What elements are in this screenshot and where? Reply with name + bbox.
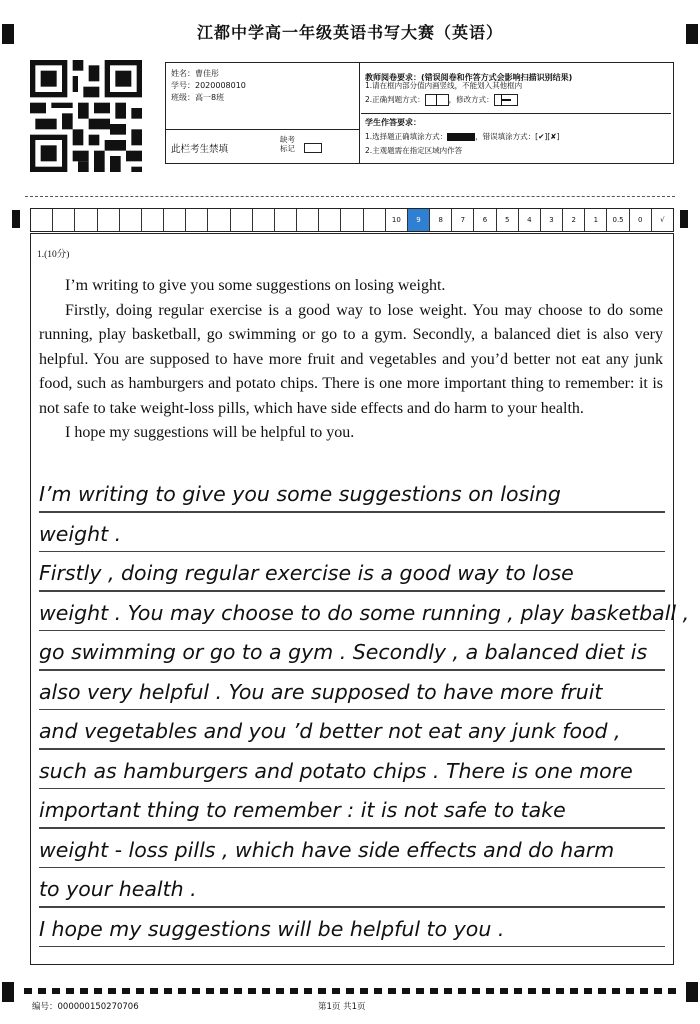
- registration-mark-bottom-left: [2, 982, 14, 1002]
- passage-paragraph: I’m writing to give you some suggestions on losing weight.: [65, 277, 446, 294]
- handwritten-line: such as hamburgers and potato chips . There is one more: [39, 758, 633, 783]
- score-cell-blank[interactable]: [142, 209, 164, 231]
- score-cell-blank[interactable]: [53, 209, 75, 231]
- handwritten-line: Firstly , doing regular exercise is a good way to lose: [39, 561, 574, 585]
- score-cell-blank[interactable]: [231, 209, 253, 231]
- score-cell[interactable]: 0.5: [607, 209, 629, 231]
- score-cell[interactable]: √: [660, 216, 665, 224]
- wrong-fill-examples: [✔][✘]: [535, 132, 560, 141]
- score-cell[interactable]: 3: [541, 209, 563, 231]
- dashed-separator: [25, 196, 675, 197]
- writing-rule-line: [39, 788, 665, 790]
- handwritten-line: and vegetables and you ’d better not eat any junk food ,: [39, 719, 621, 743]
- writing-rule-line: [39, 630, 665, 632]
- score-cell-blank[interactable]: [98, 209, 120, 231]
- handwritten-line: also very helpful . You are supposed to have more fruit: [39, 679, 603, 704]
- score-cell[interactable]: 2: [563, 209, 585, 231]
- score-cell-blank[interactable]: [208, 209, 230, 231]
- score-cell-blank[interactable]: [164, 209, 186, 231]
- student-id: 学号：2020008010: [171, 81, 246, 90]
- registration-mark-mid-left: [12, 210, 20, 228]
- student-rules-heading: 学生作答要求：: [365, 118, 421, 127]
- score-cell-blank[interactable]: [341, 209, 363, 231]
- serial-number: 编号：000000150270706: [32, 1002, 139, 1012]
- qr-code: [30, 60, 142, 172]
- correct-mark-example: [425, 94, 449, 106]
- handwritten-line: go swimming or go to a gym . Secondly , a balanced diet is: [39, 640, 648, 664]
- teacher-rules: [361, 63, 671, 114]
- writing-rule-line: [39, 709, 665, 711]
- handwritten-line: to your health .: [39, 877, 197, 901]
- handwritten-line: I’m writing to give you some suggestions on losing: [39, 482, 561, 506]
- score-cell-blank[interactable]: [120, 209, 142, 231]
- page-title: 江都中学高一年级英语书写大赛（英语）: [196, 23, 503, 42]
- score-cell-blank[interactable]: [275, 209, 297, 231]
- handwritten-line: weight . You may choose to do some running , play basketball ,: [39, 600, 690, 625]
- writing-rule-line: [39, 748, 665, 750]
- writing-rule-line: [39, 590, 665, 592]
- score-cell-blank[interactable]: [319, 209, 341, 231]
- score-cell[interactable]: 6: [474, 209, 496, 231]
- answer-area: [30, 233, 690, 965]
- score-cell[interactable]: 5: [497, 209, 519, 231]
- wrong-fill-label: ，错误填涂方式：: [475, 132, 536, 141]
- score-cell-blank[interactable]: [31, 209, 53, 231]
- score-cell[interactable]: 10: [386, 209, 408, 231]
- handwritten-line: weight .: [39, 521, 122, 546]
- page-number: 第1页 共1页: [318, 1002, 366, 1012]
- writing-rule-line: [39, 827, 665, 829]
- score-cell[interactable]: 7: [452, 209, 474, 231]
- student-info-column: [166, 63, 360, 163]
- student-name: 姓名：曹佳彤: [171, 69, 219, 78]
- modify-label: ，修改方式：: [448, 95, 494, 104]
- passage-paragraph: Firstly, doing regular exercise is a good way to lose weight. You may choose to do some running, play basketball, go swimming or go to a gym. Secondly, a balanced diet is also very helpful. You are supposed to have more fruit and vegetables and you’d better not eat any junk food, such as hamburgers and potato chips. There is one more important thing to remember: it is not safe to take weight-loss pills, which have side effects and do harm to your health.: [39, 301, 663, 417]
- teacher-rule-2: 2.正确判题方式：: [365, 95, 425, 104]
- absent-checkbox[interactable]: [304, 143, 322, 153]
- absent-label: 缺考标记: [280, 135, 295, 153]
- student-rule-2: 2.主观题需在指定区域内作答: [365, 146, 463, 155]
- student-class: 班级：高一8班: [171, 93, 225, 102]
- teacher-rule-1: 1.请在框内部分值内画竖线，不能划入其他框内: [365, 81, 523, 90]
- student-info-block: [166, 63, 359, 130]
- handwritten-line: I hope my suggestions will be helpful to you .: [39, 916, 505, 941]
- score-cell-blank[interactable]: [186, 209, 208, 231]
- writing-rule-line: [39, 867, 665, 869]
- reference-passage: [39, 274, 663, 446]
- score-cell[interactable]: 4: [519, 209, 541, 231]
- restricted-label: 此栏考生禁填: [171, 144, 229, 155]
- writing-rule-line: [39, 551, 665, 553]
- writing-rule-line: [39, 946, 665, 948]
- writing-rule-line: [39, 906, 665, 908]
- student-rule-1: 1.选择题正确填涂方式：: [365, 132, 448, 141]
- question-number: 1.(10分): [37, 250, 70, 260]
- score-cell-blank[interactable]: [364, 209, 386, 231]
- registration-mark-mid-right: [680, 210, 688, 228]
- score-cell[interactable]: 0: [630, 209, 652, 231]
- teacher-rules-note: (错误阅卷和作答方式会影响扫描识别结果): [421, 73, 573, 82]
- score-cell-blank[interactable]: [297, 209, 319, 231]
- passage-paragraph: I hope my suggestions will be helpful to you.: [65, 424, 355, 441]
- score-cell[interactable]: 1: [585, 209, 607, 231]
- registration-mark-bottom-right: [686, 982, 698, 1002]
- modify-mark-example: [494, 94, 518, 106]
- writing-rule-line: [39, 669, 665, 671]
- handwritten-line: weight - loss pills , which have side effects and do harm: [39, 837, 615, 862]
- header-info-box: [165, 62, 674, 164]
- score-cell[interactable]: 9: [408, 209, 430, 231]
- score-cell[interactable]: 8: [430, 209, 452, 231]
- bottom-dash-band: [24, 988, 676, 994]
- rules-column: [361, 63, 671, 163]
- teacher-rules-heading: 教师阅卷要求：: [365, 73, 421, 82]
- score-cell-blank[interactable]: [253, 209, 275, 231]
- writing-rule-line: [39, 511, 665, 513]
- filled-bubble-example: [447, 133, 475, 141]
- score-cell-blank[interactable]: [75, 209, 97, 231]
- handwritten-line: important thing to remember : it is not safe to take: [39, 798, 566, 822]
- score-bar: [30, 208, 674, 232]
